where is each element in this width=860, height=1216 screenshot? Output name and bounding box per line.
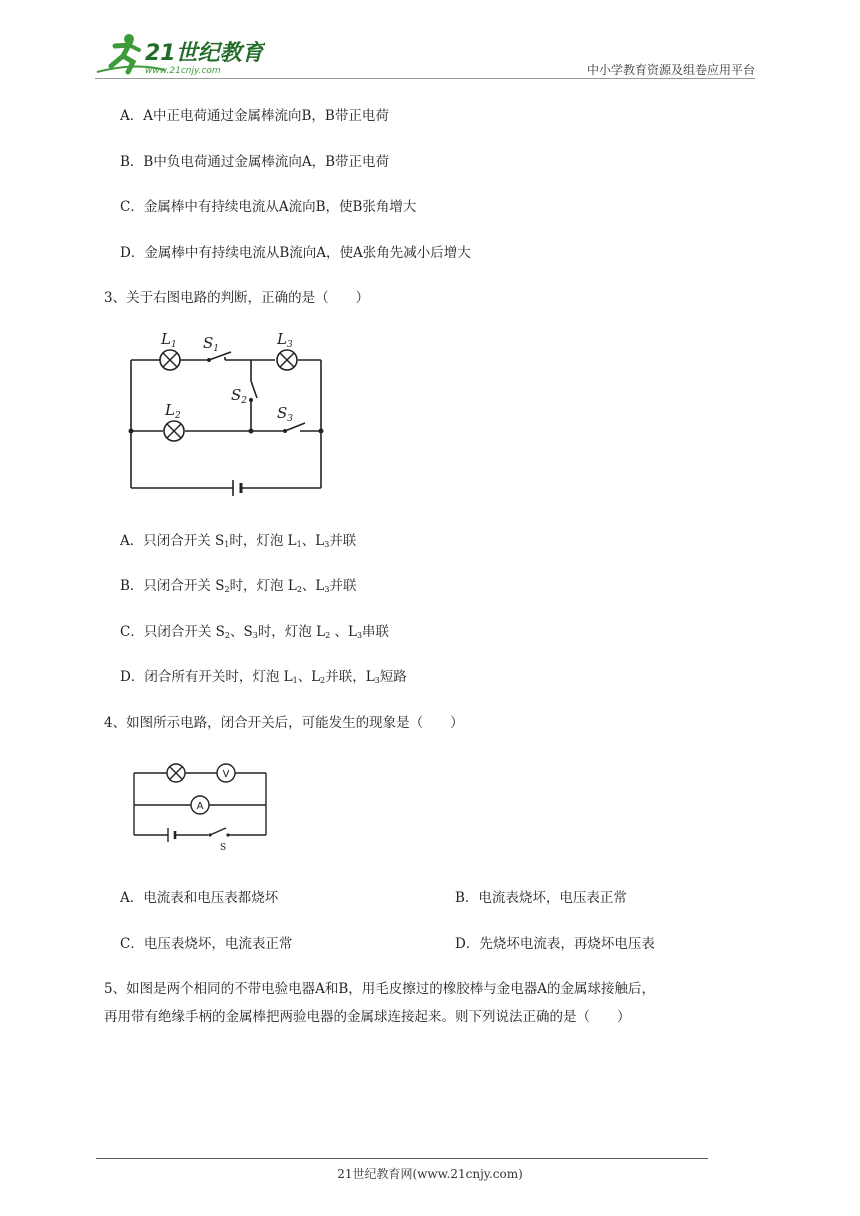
q3-circuit-diagram — [125, 326, 330, 496]
q4-circuit-diagram — [128, 762, 273, 854]
q4-option-c: C．电压表烧坏，电流表正常 — [120, 936, 293, 952]
q2-option-a: A．A中正电荷通过金属棒流向B，B带正电荷 — [120, 108, 389, 124]
page-footer: 21世纪教育网(www.21cnjy.com) — [337, 1167, 523, 1181]
logo-url: www.21cnjy.com — [145, 66, 221, 76]
label-s3: $S_3$ — [277, 404, 294, 424]
q5-stem-line2: 再用带有绝缘手柄的金属棒把两验电器的金属球连接起来。则下列说法正确的是（ ） — [104, 1009, 631, 1025]
q4-option-d: D．先烧坏电流表，再烧坏电压表 — [455, 936, 655, 952]
q2-option-c: C．金属棒中有持续电流从A流向B，使B张角增大 — [120, 199, 417, 215]
label-l2: $L_2$ — [165, 401, 181, 421]
q3-option-d: D．闭合所有开关时，灯泡 $L_1$、$L_2$并联，$L_3$短路 — [120, 669, 407, 685]
logo-text: 21世纪教育 — [145, 41, 264, 66]
label-s2: $S_2$ — [231, 386, 248, 406]
lamp-l1-icon — [160, 350, 180, 370]
footer-divider — [96, 1158, 708, 1159]
header-divider — [95, 78, 755, 79]
svg-text:V: V — [222, 769, 230, 780]
q4-stem: 4、如图所示电路，闭合开关后，可能发生的现象是（ ） — [104, 715, 464, 731]
voltmeter-icon — [217, 764, 235, 782]
lamp-l2-icon — [164, 421, 184, 441]
label-l3: $L_3$ — [277, 330, 293, 350]
q3-option-b: B．只闭合开关 $S_2$时，灯泡 $L_2$、$L_3$并联 — [120, 578, 357, 594]
q4-option-b: B．电流表烧坏，电压表正常 — [455, 890, 627, 906]
label-s1: $S_1$ — [203, 334, 220, 354]
label-l1: $L_1$ — [161, 330, 177, 350]
q3-stem: 3、关于右图电路的判断，正确的是（ ） — [104, 290, 370, 306]
q3-option-a: A．只闭合开关 $S_1$时，灯泡 $L_1$、$L_3$并联 — [120, 533, 357, 549]
switch-label: S — [220, 843, 227, 853]
lamp-l3-icon — [277, 350, 297, 370]
site-logo — [95, 32, 265, 82]
page-header — [95, 32, 755, 80]
q3-option-c: C．只闭合开关 $S_2$、$S_3$时，灯泡 $L_2$ 、$L_3$串联 — [120, 624, 390, 640]
q4-option-a: A．电流表和电压表都烧坏 — [120, 890, 279, 906]
runner-logo-icon — [95, 32, 265, 78]
q2-option-d: D．金属棒中有持续电流从B流向A，使A张角先减小后增大 — [120, 245, 471, 261]
header-tagline: 中小学教育资源及组卷应用平台 — [586, 63, 755, 77]
svg-text:A: A — [196, 801, 204, 812]
lamp-icon — [167, 764, 185, 782]
q2-option-b: B．B中负电荷通过金属棒流向A，B带正电荷 — [120, 154, 390, 170]
q5-stem-line1: 5、如图是两个相同的不带电验电器A和B，用毛皮擦过的橡胶棒与金电器A的金属球接触后， — [104, 981, 656, 997]
ammeter-icon — [191, 796, 209, 814]
